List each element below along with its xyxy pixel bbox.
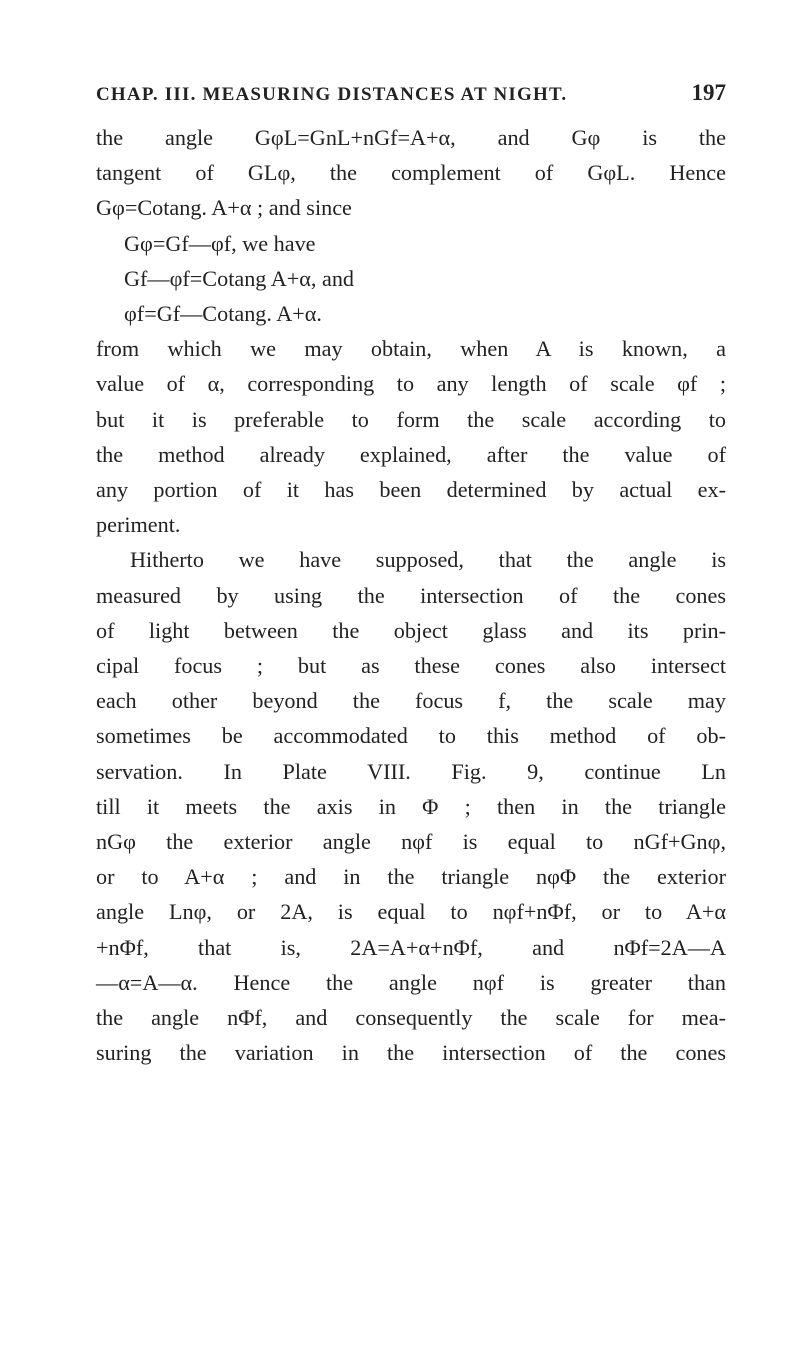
equation-line: Gf—φf=Cotang A+α, and [124, 265, 355, 291]
text-line: but it is preferable to form the scale according to [96, 406, 726, 432]
running-title: CHAP. III. MEASURING DISTANCES AT NIGHT. [96, 84, 568, 105]
text-line: or to A+α ; and in the triangle nφΦ the exterior [96, 864, 726, 890]
text-line: the angle GφL=GnL+nGf=A+α, and Gφ is the [96, 125, 726, 150]
text-line: the method already explained, after the value of [96, 441, 726, 467]
text-line: angle Lnφ, or 2A, is equal to nφf+nΦf, or to A+α [96, 899, 726, 925]
page-number: 197 [691, 80, 726, 105]
text-line: suring the variation in the intersection of the cones [96, 1040, 726, 1066]
text-line: +nΦf, that is, 2A=A+α+nΦf, and nΦf=2A—A [96, 934, 726, 960]
book-page [96, 80, 726, 1070]
text-line: the angle nΦf, and consequently the scale for mea- [96, 1005, 726, 1031]
text-line: any portion of it has been determined by actual ex- [96, 477, 726, 503]
equation-line: φf=Gf—Cotang. A+α. [124, 301, 322, 327]
text-line: —α=A—α. Hence the angle nφf is greater than [96, 969, 726, 995]
text-line: tangent of GLφ, the complement of GφL. Hence [96, 160, 726, 186]
equation-line: Gφ=Gf—φf, we have [124, 230, 316, 256]
text-line: cipal focus ; but as these cones also intersect [96, 653, 726, 679]
text-line: till it meets the axis in Φ ; then in the triangle [96, 793, 726, 819]
page-header [96, 80, 726, 120]
paragraph-start-line: Hitherto we have supposed, that the angle is [130, 547, 726, 573]
text-line: Gφ=Cotang. A+α ; and since [96, 195, 352, 221]
text-line: of light between the object glass and its prin- [96, 617, 726, 643]
text-line: periment. [96, 512, 181, 538]
text-line: value of α, corresponding to any length of scale φf ; [96, 371, 726, 397]
text-line: measured by using the intersection of the cones [96, 582, 726, 608]
text-line: servation. In Plate VIII. Fig. 9, continue Ln [96, 758, 726, 784]
text-line: nGφ the exterior angle nφf is equal to nGf+Gnφ, [96, 829, 726, 855]
text-line: each other beyond the focus f, the scale may [96, 688, 726, 714]
body-text [96, 120, 726, 1070]
text-line: sometimes be accommodated to this method of ob- [96, 723, 726, 749]
text-line: from which we may obtain, when A is known, a [96, 336, 726, 362]
